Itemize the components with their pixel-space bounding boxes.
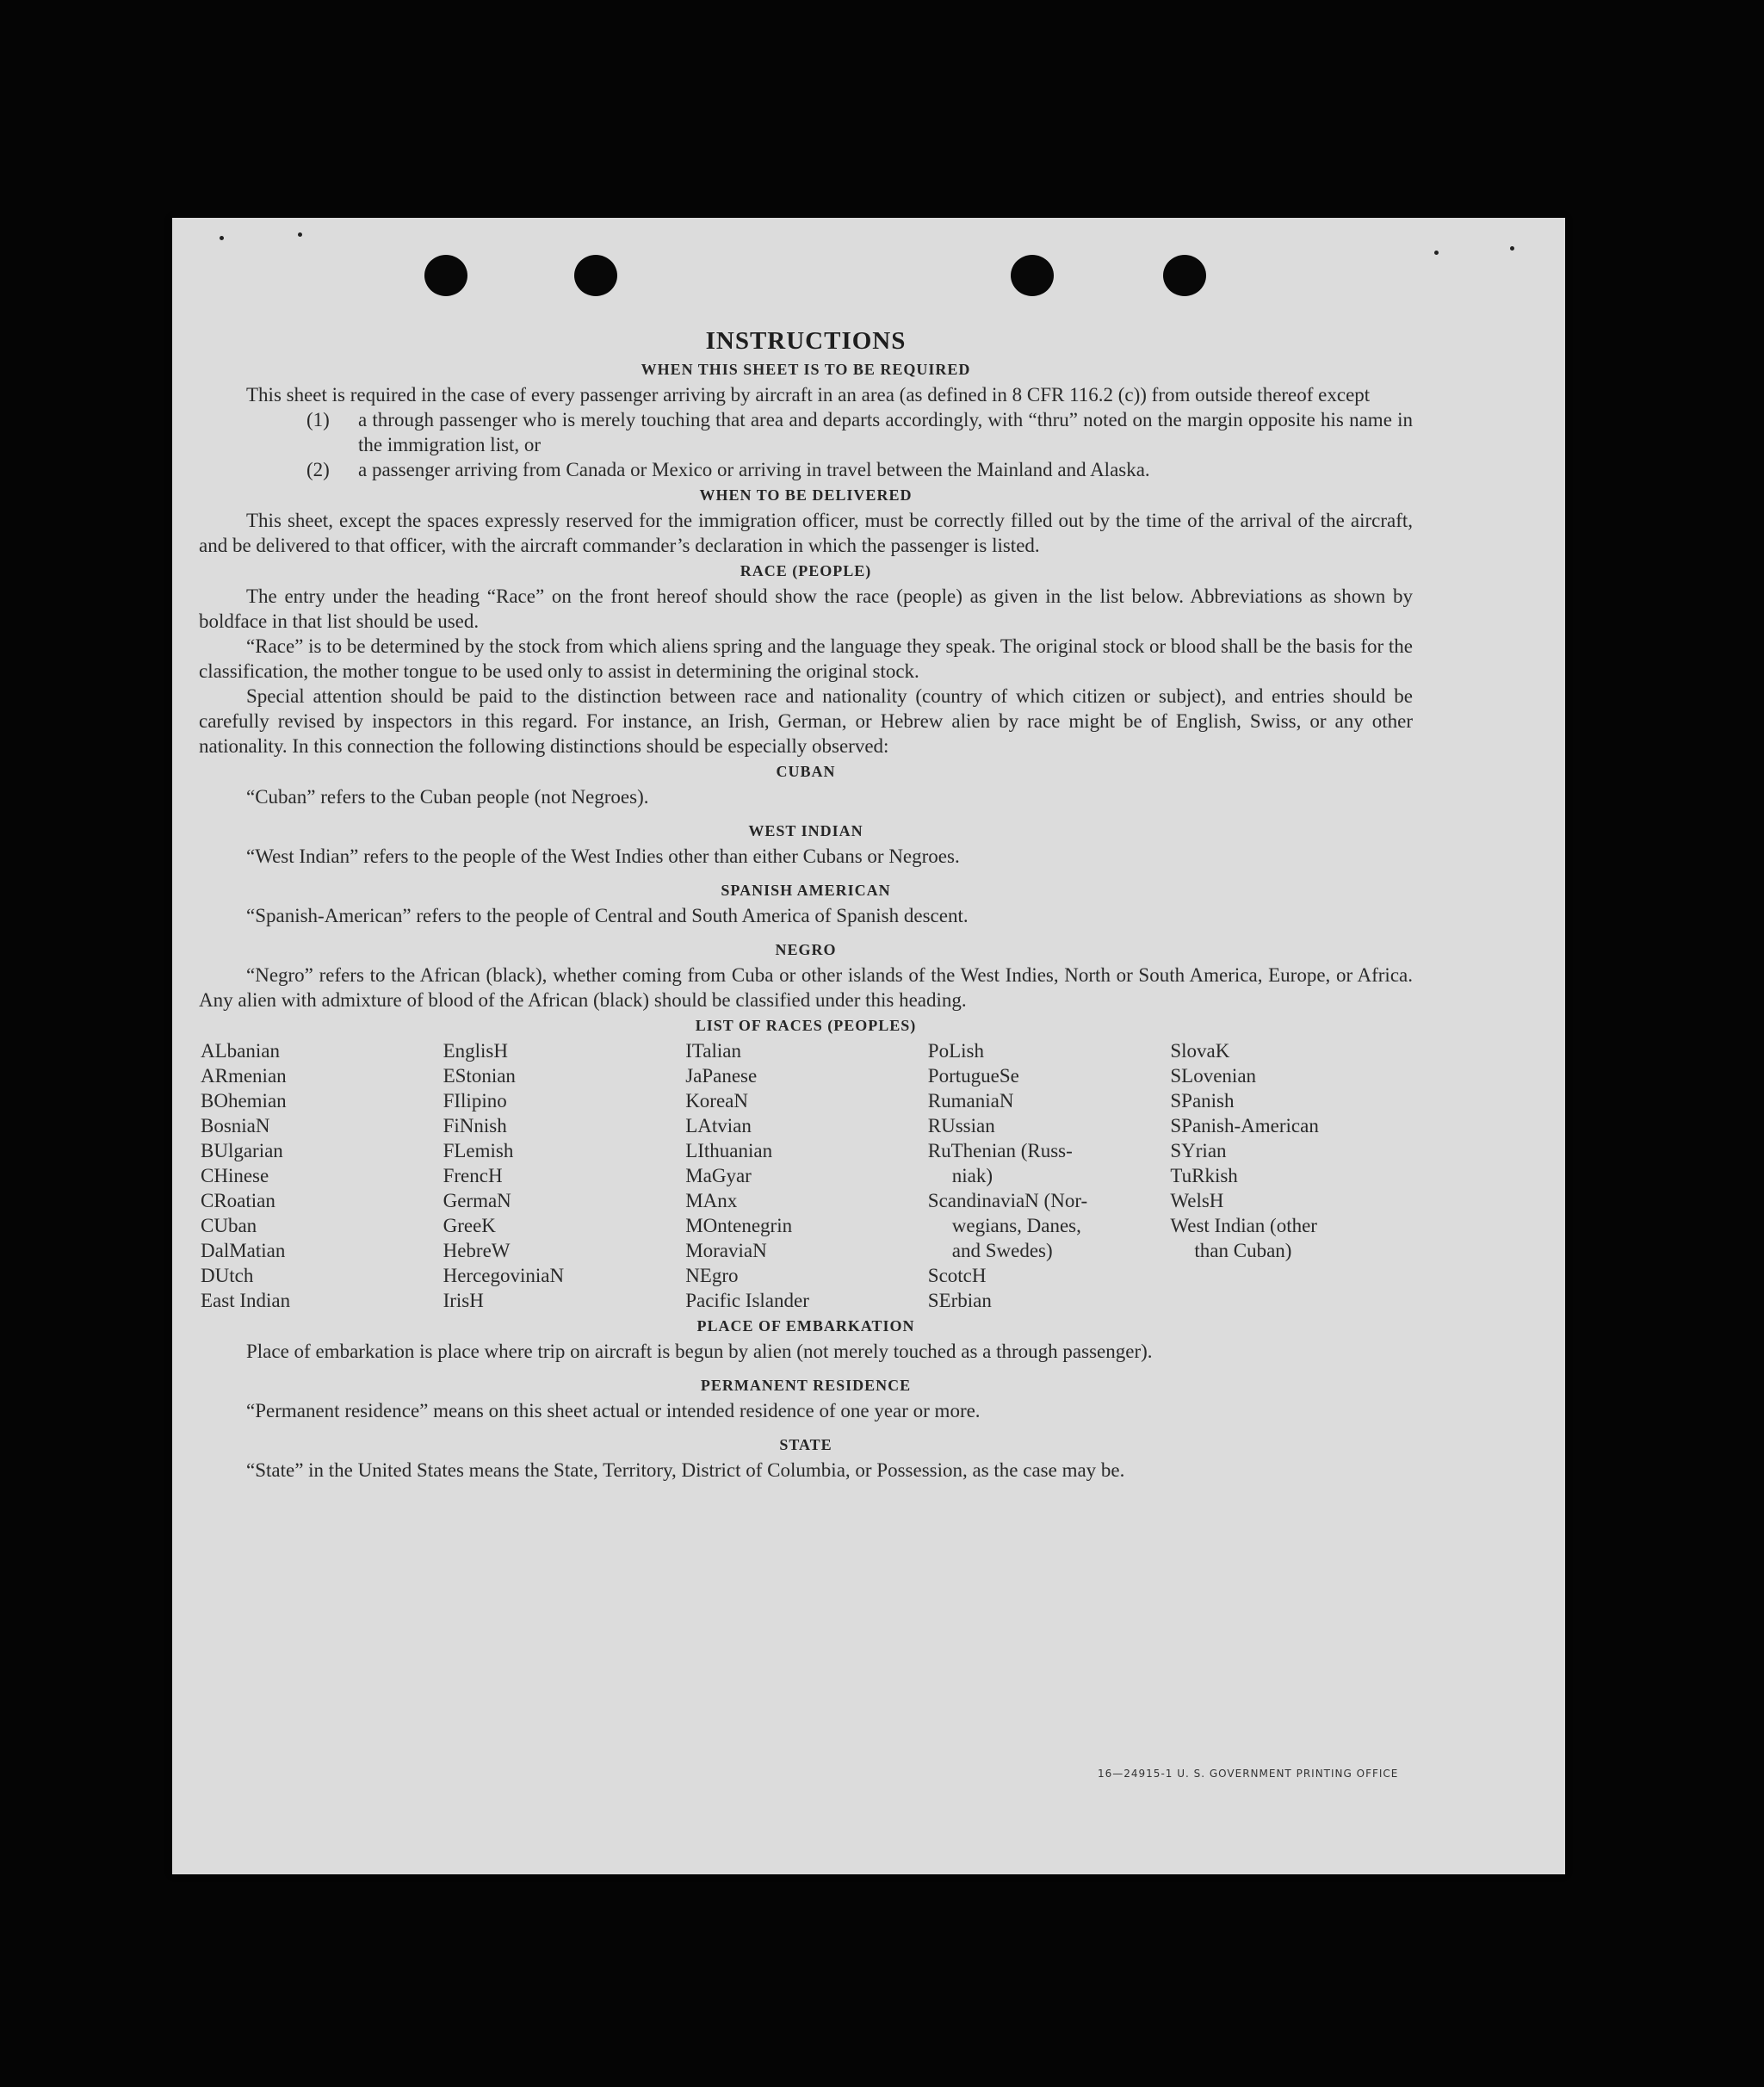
race-entry: ScandinaviaN (Nor- [927, 1190, 1088, 1211]
race-entry: MOntenegrin [685, 1215, 793, 1236]
section-heading-race: RACE (PEOPLE) [740, 562, 872, 579]
instructions-body [199, 325, 1413, 1483]
race-entry: FLemish [443, 1140, 514, 1161]
race-entry: SPanish-American [1170, 1115, 1319, 1136]
race-entry: JaPanese [685, 1065, 758, 1087]
item-text: a through passenger who is merely touching that area and departs accordingly, with “thru” noted on the margin opposite his name in the immigration list, or [358, 409, 1413, 455]
race-entry: West Indian (other [1170, 1215, 1317, 1236]
printing-office-code: 16—24915-1 U. S. GOVERNMENT PRINTING OFFICE [1098, 1768, 1399, 1780]
race-entry: NEgro [685, 1265, 739, 1286]
section-heading-state: STATE [779, 1436, 832, 1453]
race-entry: MoraviaN [685, 1240, 767, 1261]
race-entry: DalMatian [201, 1240, 286, 1261]
paragraph-race-3: Special attention should be paid to the distinction between race and nationality (country of which citizen or subject), and entries should be carefully revised by inspectors in this regard. For instance, an Irish, German, or Hebrew alien by race might be of English, Swiss, or any other nationality. In this connection the following distinctions should be especially observed: [199, 685, 1413, 757]
speck [298, 232, 302, 237]
race-entry: PortugueSe [927, 1065, 1019, 1087]
punch-hole [424, 255, 467, 296]
paragraph-state: “State” in the United States means the State, Territory, District of Columbia, or Possession, as the case may be. [246, 1459, 1125, 1481]
race-entry: Pacific Islander [685, 1290, 809, 1311]
section-heading-spanish-american: SPANISH AMERICAN [721, 882, 891, 899]
race-entry: CUban [201, 1215, 257, 1236]
races-column [201, 1038, 443, 1313]
page-title: INSTRUCTIONS [705, 327, 907, 355]
speck [1434, 251, 1439, 255]
section-heading-when-required: WHEN THIS SHEET IS TO BE REQUIRED [641, 361, 971, 378]
races-column [1170, 1038, 1413, 1313]
paragraph-when-required: This sheet is required in the case of every passenger arriving by aircraft in an area (as defined in 8 CFR 116.2 (c)) from outside thereof except [246, 384, 1371, 406]
race-entry: EnglisH [443, 1040, 508, 1062]
race-entry: RUssian [927, 1115, 995, 1136]
race-entry: MaGyar [685, 1165, 752, 1186]
section-heading-when-delivered: WHEN TO BE DELIVERED [699, 486, 913, 504]
document-sheet [172, 218, 1565, 1874]
speck [1510, 246, 1514, 251]
paragraph-cuban: “Cuban” refers to the Cuban people (not Negroes). [246, 786, 649, 808]
race-entry: DUtch [201, 1265, 254, 1286]
section-heading-embarkation: PLACE OF EMBARKATION [696, 1317, 915, 1335]
races-column [443, 1038, 686, 1313]
race-entry: SPanish [1170, 1090, 1235, 1112]
race-entry: GermaN [443, 1190, 511, 1211]
race-entry: TuRkish [1170, 1165, 1238, 1186]
race-entry: ScotcH [927, 1265, 987, 1286]
section-heading-residence: PERMANENT RESIDENCE [700, 1377, 912, 1394]
race-entry: CHinese [201, 1165, 269, 1186]
race-entry: BOhemian [201, 1090, 287, 1112]
race-entry: WelsH [1170, 1190, 1224, 1211]
paragraph-west-indian: “West Indian” refers to the people of the West Indies other than either Cubans or Negroes. [246, 845, 960, 867]
races-column [928, 1038, 1171, 1313]
section-heading-west-indian: WEST INDIAN [748, 822, 863, 839]
race-entry: ITalian [685, 1040, 741, 1062]
paragraph-negro: “Negro” refers to the African (black), whether coming from Cuba or other islands of the West Indies, North or South America, Europe, or Africa. Any alien with admixture of blood of the African (black) should be classified under this heading. [199, 964, 1413, 1011]
item-text: a passenger arriving from Canada or Mexico or arriving in travel between the Mainland and Alaska. [358, 459, 1150, 480]
race-entry: RumaniaN [927, 1090, 1014, 1112]
paragraph-race-1: The entry under the heading “Race” on the front hereof should show the race (people) as given in the list below. Abbreviations as shown by boldface in that list should be used. [199, 585, 1413, 632]
race-entry: FiNnish [443, 1115, 507, 1136]
race-entry-continued: niak) [951, 1165, 993, 1186]
race-entry: RuThenian (Russ- [927, 1140, 1073, 1161]
race-entry: East Indian [201, 1290, 291, 1311]
section-heading-negro: NEGRO [775, 941, 837, 958]
paragraph-residence: “Permanent residence” means on this sheet actual or intended residence of one year or more. [246, 1400, 981, 1421]
race-entry: SYrian [1170, 1140, 1227, 1161]
race-entry: CRoatian [201, 1190, 275, 1211]
race-entry: KoreaN [685, 1090, 748, 1112]
punch-hole [1011, 255, 1054, 296]
race-entry: ALbanian [201, 1040, 280, 1062]
race-entry: BUlgarian [201, 1140, 283, 1161]
section-heading-cuban: CUBAN [776, 763, 836, 780]
paragraph-race-2: “Race” is to be determined by the stock from which aliens spring and the language they speak. The original stock or blood shall be the basis for the classification, the mother tongue to be used only to assist in determining the original stock. [199, 635, 1413, 682]
race-entry-continued: and Swedes) [951, 1240, 1053, 1261]
list-item [306, 407, 1413, 457]
race-entry: FIlipino [443, 1090, 507, 1112]
race-entry: HebreW [443, 1240, 511, 1261]
races-column [685, 1038, 928, 1313]
punch-hole [574, 255, 617, 296]
paragraph-embarkation: Place of embarkation is place where trip on aircraft is begun by alien (not merely touched as a through passenger). [246, 1341, 1153, 1362]
race-entry: FrencH [443, 1165, 503, 1186]
race-entry: IrisH [443, 1290, 484, 1311]
race-entry: LAtvian [685, 1115, 752, 1136]
race-entry: SErbian [927, 1290, 992, 1311]
speck [220, 236, 224, 240]
race-entry: EStonian [443, 1065, 516, 1087]
race-entry: GreeK [443, 1215, 496, 1236]
race-entry: SLovenian [1170, 1065, 1257, 1087]
race-entry: PoLish [927, 1040, 984, 1062]
list-item [306, 457, 1413, 482]
section-heading-list-of-races: LIST OF RACES (PEOPLES) [695, 1017, 917, 1034]
race-entry: MAnx [685, 1190, 738, 1211]
race-entry: ARmenian [201, 1065, 287, 1087]
punch-hole [1163, 255, 1206, 296]
item-number: (2) [306, 459, 330, 480]
item-number: (1) [306, 409, 330, 430]
paragraph-when-delivered: This sheet, except the spaces expressly reserved for the immigration officer, must be correctly filled out by the time of the arrival of the aircraft, and be delivered to that officer, with the aircraft commander’s declaration in which the passenger is listed. [199, 510, 1413, 556]
races-list [201, 1038, 1413, 1313]
paragraph-spanish-american: “Spanish-American” refers to the people of Central and South America of Spanish descent. [246, 905, 969, 926]
race-entry-continued: wegians, Danes, [951, 1215, 1081, 1236]
race-entry-continued: than Cuban) [1194, 1240, 1292, 1261]
race-entry: BosniaN [201, 1115, 270, 1136]
race-entry: LIthuanian [685, 1140, 773, 1161]
race-entry: SlovaK [1170, 1040, 1230, 1062]
race-entry: HercegoviniaN [443, 1265, 565, 1286]
